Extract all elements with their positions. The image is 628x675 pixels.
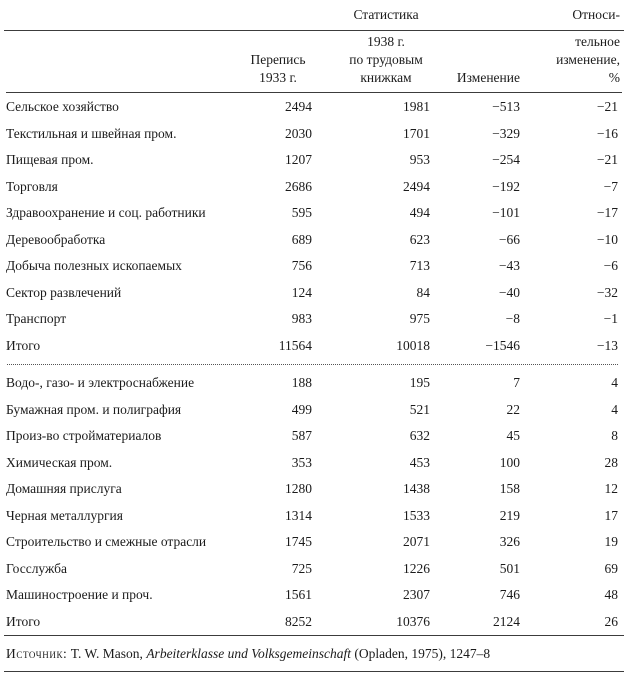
census-1933-cell: 587 (291, 428, 312, 444)
change-cell: 326 (499, 534, 520, 550)
change-cell: −513 (492, 99, 520, 115)
row-label-cell: Торговля (6, 178, 58, 194)
top-rule (4, 30, 624, 31)
table-row (6, 333, 618, 360)
table-row (6, 147, 618, 174)
change-cell: 219 (499, 507, 520, 523)
stat-1938-cell: 494 (409, 205, 430, 221)
stat-1938-cell: 623 (409, 231, 430, 247)
relative-change-cell: −32 (596, 284, 618, 300)
table-header (6, 0, 622, 93)
statistics-table (6, 94, 618, 635)
table-row (6, 609, 618, 636)
stat-1938-cell: 1438 (403, 481, 430, 497)
row-label-cell: Сельское хозяйство (6, 99, 119, 115)
stat-1938-cell: 713 (409, 258, 430, 274)
change-cell: 22 (506, 401, 520, 417)
row-label-cell: Строительство и смежные отрасли (6, 534, 207, 550)
header-stat1938-line: 1938 г. (367, 34, 405, 49)
table-row (6, 476, 618, 503)
relative-change-cell: 4 (611, 401, 618, 417)
row-label-cell: Итого (6, 337, 41, 353)
stat-1938-cell: 195 (409, 375, 430, 391)
change-cell: −254 (492, 152, 520, 168)
change-cell: 100 (499, 454, 520, 470)
header-census-line: Перепись (250, 52, 306, 67)
census-1933-cell: 725 (291, 560, 312, 576)
census-1933-cell: 756 (291, 258, 312, 274)
row-label-cell: Сектор развлечений (6, 284, 122, 300)
source-author: T. W. Mason, (70, 646, 143, 661)
relative-change-cell: −21 (596, 99, 618, 115)
final-rule (4, 671, 624, 672)
census-1933-cell: 124 (291, 284, 312, 300)
stat-1938-cell: 953 (409, 152, 430, 168)
census-1933-cell: 188 (291, 375, 312, 391)
table-row (6, 253, 618, 280)
table-row (6, 200, 618, 227)
census-1933-cell: 499 (291, 401, 312, 417)
change-cell: −101 (492, 205, 520, 221)
relative-change-cell: 26 (604, 613, 618, 629)
header-census-line: 1933 г. (259, 70, 297, 85)
relative-change-cell: 12 (604, 481, 618, 497)
census-1933-cell: 8252 (285, 613, 312, 629)
header-relative-change-line: изменение, (556, 52, 620, 67)
table-row (6, 280, 618, 307)
stat-1938-cell: 1981 (403, 99, 430, 115)
relative-change-cell: 69 (604, 560, 618, 576)
relative-change-cell: −13 (596, 337, 618, 353)
table-row (6, 529, 618, 556)
relative-change-cell: 17 (604, 507, 618, 523)
table-row (6, 450, 618, 477)
relative-change-cell: −6 (603, 258, 618, 274)
census-1933-cell: 595 (291, 205, 312, 221)
stat-1938-cell: 84 (416, 284, 430, 300)
source-title: Arbeiterklasse und Volksgemeinschaft (146, 646, 352, 661)
stat-1938-cell: 10018 (396, 337, 430, 353)
relative-change-cell: 19 (604, 534, 618, 550)
census-1933-cell: 353 (291, 454, 312, 470)
row-label-cell: Произ-во стройматериалов (6, 428, 162, 444)
stat-1938-cell: 1701 (403, 125, 430, 141)
census-1933-cell: 1314 (285, 507, 312, 523)
table-row (6, 121, 618, 148)
relative-change-cell: 28 (604, 454, 618, 470)
stat-1938-cell: 632 (409, 428, 430, 444)
source-line (6, 645, 622, 663)
change-cell: 501 (499, 560, 520, 576)
change-cell: 45 (506, 428, 520, 444)
stat-1938-cell: 1226 (403, 560, 430, 576)
table-row (6, 174, 618, 201)
change-cell: −40 (498, 284, 520, 300)
header-relative-change-line: % (608, 70, 620, 85)
change-cell: −329 (492, 125, 520, 141)
header-stat1938-line: по трудовым (349, 52, 423, 67)
table-row (6, 556, 618, 583)
stat-1938-cell: 10376 (396, 613, 430, 629)
relative-change-cell: 4 (611, 375, 618, 391)
table-row (6, 370, 618, 397)
row-label-cell: Черная металлургия (6, 507, 123, 523)
row-label-cell: Домашняя прислуга (6, 481, 122, 497)
table-row (6, 227, 618, 254)
change-cell: −1546 (485, 337, 520, 353)
relative-change-cell: 48 (604, 587, 618, 603)
relative-change-cell: −21 (596, 152, 618, 168)
change-cell: 7 (513, 375, 520, 391)
group-separator (6, 359, 618, 370)
bottom-rule (4, 635, 624, 636)
row-label-cell: Госслужба (6, 560, 68, 576)
stat-1938-cell: 2307 (403, 587, 430, 603)
row-label-cell: Бумажная пром. и полиграфия (6, 401, 182, 417)
row-label-cell: Здравоохранение и соц. работники (6, 205, 206, 221)
row-label-cell: Транспорт (6, 311, 67, 327)
row-label-cell: Итого (6, 613, 41, 629)
stat-1938-cell: 453 (409, 454, 430, 470)
stat-1938-cell: 975 (409, 311, 430, 327)
relative-change-cell: 8 (611, 428, 618, 444)
change-cell: 746 (499, 587, 520, 603)
census-1933-cell: 1561 (285, 587, 312, 603)
change-cell: −192 (492, 178, 520, 194)
census-1933-cell: 983 (291, 311, 312, 327)
table-row (6, 423, 618, 450)
relative-change-cell: −17 (596, 205, 618, 221)
header-relative-change-line: Относи- (572, 7, 620, 22)
change-cell: 158 (499, 481, 520, 497)
census-1933-cell: 1745 (285, 534, 312, 550)
census-1933-cell: 11564 (278, 337, 312, 353)
table-row (6, 306, 618, 333)
row-label-cell: Добыча полезных ископаемых (6, 258, 182, 274)
table-body (6, 94, 618, 635)
header-relative-change-line: тельное (575, 34, 620, 49)
table-row (6, 582, 618, 609)
table-row (6, 503, 618, 530)
row-label-cell: Текстильная и швейная пром. (6, 125, 177, 141)
stat-1938-cell: 1533 (403, 507, 430, 523)
census-1933-cell: 2686 (285, 178, 312, 194)
dotted-divider (6, 364, 618, 365)
stat-1938-cell: 2494 (403, 178, 430, 194)
relative-change-cell: −1 (603, 311, 618, 327)
header-stat1938-line: книжкам (360, 70, 412, 85)
row-label-cell: Машиностроение и проч. (6, 587, 153, 603)
header-change: Изменение (456, 70, 520, 85)
change-cell: −43 (498, 258, 520, 274)
census-1933-cell: 689 (291, 231, 312, 247)
relative-change-cell: −7 (603, 178, 618, 194)
table-row (6, 397, 618, 424)
census-1933-cell: 2030 (285, 125, 312, 141)
census-1933-cell: 1207 (285, 152, 312, 168)
row-label-cell: Пищевая пром. (6, 152, 94, 168)
row-label-cell: Водо-, газо- и электроснабжение (6, 375, 195, 391)
census-1933-cell: 2494 (285, 99, 312, 115)
change-cell: 2124 (493, 613, 520, 629)
source-label: Источник: (6, 646, 68, 661)
source-pages: (Opladen, 1975), 1247–8 (354, 646, 491, 661)
row-label-cell: Деревообработка (6, 231, 106, 247)
change-cell: −66 (498, 231, 520, 247)
table-row (6, 94, 618, 121)
stat-1938-cell: 2071 (403, 534, 430, 550)
row-label-cell: Химическая пром. (6, 454, 113, 470)
relative-change-cell: −10 (596, 231, 618, 247)
change-cell: −8 (505, 311, 520, 327)
census-1933-cell: 1280 (285, 481, 312, 497)
relative-change-cell: −16 (596, 125, 618, 141)
header-stat1938-line: Статистика (353, 7, 419, 22)
stat-1938-cell: 521 (409, 401, 430, 417)
